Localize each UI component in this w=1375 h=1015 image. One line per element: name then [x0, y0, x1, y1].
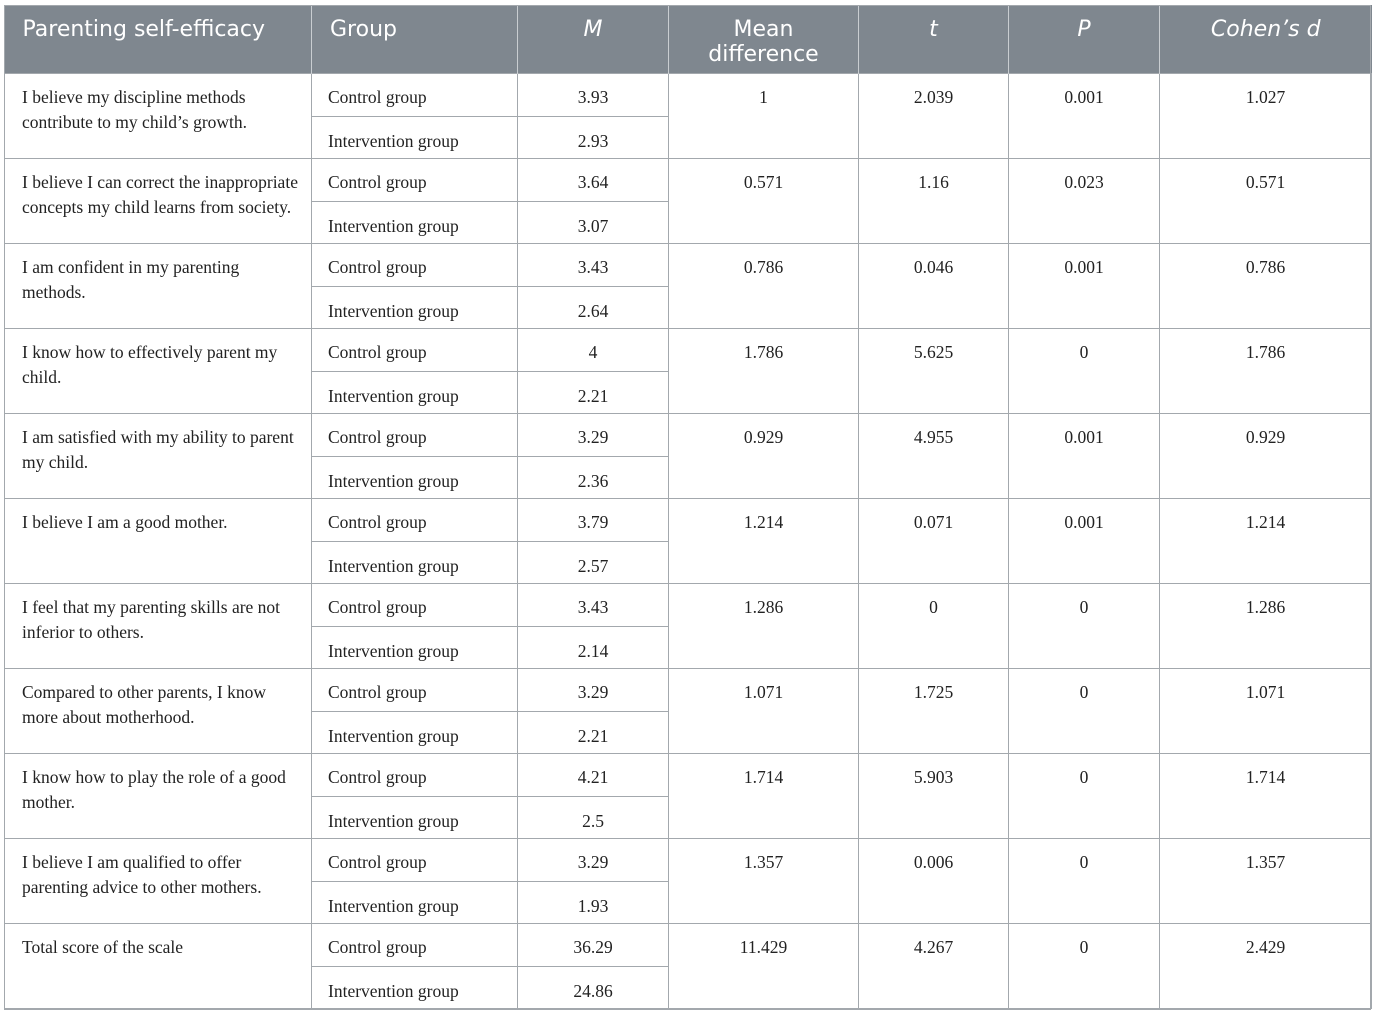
header-t: t [859, 5, 1009, 73]
group-intervention: Intervention group [312, 456, 518, 498]
p-cell: 0 [1009, 753, 1160, 838]
p-cell: 0 [1009, 583, 1160, 668]
t-cell: 5.625 [859, 328, 1009, 413]
p-cell: 0 [1009, 923, 1160, 1008]
p-cell: 0.023 [1009, 158, 1160, 243]
table-row-control [5, 73, 1372, 116]
table-row-control [5, 668, 1372, 711]
mean-difference-cell: 1.071 [669, 668, 859, 753]
mean-intervention: 2.21 [518, 711, 669, 753]
header-m: M [518, 5, 669, 73]
mean-control: 4 [518, 328, 669, 371]
table-row-control [5, 583, 1372, 626]
item-label: I believe my discipline methods contribute to my child’s growth. [5, 73, 312, 158]
t-cell: 0 [859, 583, 1009, 668]
mean-control: 3.79 [518, 498, 669, 541]
mean-control: 3.29 [518, 668, 669, 711]
item-label: I am confident in my parenting methods. [5, 243, 312, 328]
table-row-control [5, 328, 1372, 371]
group-control: Control group [312, 583, 518, 626]
group-intervention: Intervention group [312, 966, 518, 1008]
results-table [4, 5, 1372, 1009]
cohens-d-cell: 1.071 [1160, 668, 1372, 753]
mean-intervention: 2.57 [518, 541, 669, 583]
t-cell: 0.006 [859, 838, 1009, 923]
cohens-d-cell: 1.786 [1160, 328, 1372, 413]
mean-difference-cell: 1.286 [669, 583, 859, 668]
mean-intervention: 2.5 [518, 796, 669, 838]
mean-control: 3.93 [518, 73, 669, 116]
group-control: Control group [312, 753, 518, 796]
table-row-control [5, 413, 1372, 456]
header-cohens-d: Cohen’s d [1160, 5, 1372, 73]
item-label: Compared to other parents, I know more about motherhood. [5, 668, 312, 753]
mean-intervention: 2.64 [518, 286, 669, 328]
mean-difference-cell: 1.786 [669, 328, 859, 413]
mean-control: 3.29 [518, 838, 669, 881]
t-cell: 5.903 [859, 753, 1009, 838]
item-label: I believe I can correct the inappropriate concepts my child learns from society. [5, 158, 312, 243]
group-control: Control group [312, 838, 518, 881]
p-cell: 0.001 [1009, 243, 1160, 328]
group-intervention: Intervention group [312, 626, 518, 668]
group-control: Control group [312, 413, 518, 456]
mean-control: 3.43 [518, 243, 669, 286]
p-cell: 0.001 [1009, 413, 1160, 498]
t-cell: 4.955 [859, 413, 1009, 498]
t-cell: 1.16 [859, 158, 1009, 243]
t-cell: 2.039 [859, 73, 1009, 158]
item-label: I know how to play the role of a good mother. [5, 753, 312, 838]
item-label: I know how to effectively parent my child. [5, 328, 312, 413]
p-cell: 0 [1009, 668, 1160, 753]
group-control: Control group [312, 498, 518, 541]
header-p: P [1009, 5, 1160, 73]
p-cell: 0.001 [1009, 73, 1160, 158]
group-intervention: Intervention group [312, 881, 518, 923]
table-body [5, 73, 1372, 1008]
mean-intervention: 3.07 [518, 201, 669, 243]
header-item: Parenting self-efficacy [5, 5, 312, 73]
t-cell: 0.071 [859, 498, 1009, 583]
mean-intervention: 24.86 [518, 966, 669, 1008]
mean-difference-cell: 1 [669, 73, 859, 158]
group-intervention: Intervention group [312, 286, 518, 328]
group-intervention: Intervention group [312, 711, 518, 753]
mean-difference-cell: 1.357 [669, 838, 859, 923]
cohens-d-cell: 1.286 [1160, 583, 1372, 668]
cohens-d-cell: 1.714 [1160, 753, 1372, 838]
table-row-control [5, 753, 1372, 796]
mean-difference-cell: 0.929 [669, 413, 859, 498]
table-row-control [5, 158, 1372, 201]
item-label: I believe I am qualified to offer parenting advice to other mothers. [5, 838, 312, 923]
item-label: I believe I am a good mother. [5, 498, 312, 583]
p-cell: 0 [1009, 328, 1160, 413]
cohens-d-cell: 0.571 [1160, 158, 1372, 243]
cohens-d-cell: 1.357 [1160, 838, 1372, 923]
mean-intervention: 2.36 [518, 456, 669, 498]
item-label: I am satisfied with my ability to parent my child. [5, 413, 312, 498]
item-label: Total score of the scale [5, 923, 312, 1008]
mean-difference-cell: 0.571 [669, 158, 859, 243]
group-control: Control group [312, 923, 518, 966]
group-control: Control group [312, 243, 518, 286]
header-group: Group [312, 5, 518, 73]
mean-intervention: 2.14 [518, 626, 669, 668]
cohens-d-cell: 0.929 [1160, 413, 1372, 498]
p-cell: 0.001 [1009, 498, 1160, 583]
cohens-d-cell: 2.429 [1160, 923, 1372, 1008]
table-row-control [5, 923, 1372, 966]
t-cell: 1.725 [859, 668, 1009, 753]
group-control: Control group [312, 668, 518, 711]
mean-control: 3.43 [518, 583, 669, 626]
mean-difference-cell: 0.786 [669, 243, 859, 328]
item-label: I feel that my parenting skills are not inferior to others. [5, 583, 312, 668]
mean-difference-cell: 1.714 [669, 753, 859, 838]
mean-control: 4.21 [518, 753, 669, 796]
mean-control: 36.29 [518, 923, 669, 966]
table-row-control [5, 243, 1372, 286]
header-row [5, 5, 1372, 73]
group-control: Control group [312, 328, 518, 371]
t-cell: 4.267 [859, 923, 1009, 1008]
mean-intervention: 2.21 [518, 371, 669, 413]
group-intervention: Intervention group [312, 116, 518, 158]
p-cell: 0 [1009, 838, 1160, 923]
cohens-d-cell: 1.027 [1160, 73, 1372, 158]
mean-difference-cell: 11.429 [669, 923, 859, 1008]
cohens-d-cell: 0.786 [1160, 243, 1372, 328]
mean-control: 3.29 [518, 413, 669, 456]
t-cell: 0.046 [859, 243, 1009, 328]
group-intervention: Intervention group [312, 541, 518, 583]
group-intervention: Intervention group [312, 371, 518, 413]
mean-intervention: 2.93 [518, 116, 669, 158]
group-control: Control group [312, 73, 518, 116]
table-row-control [5, 498, 1372, 541]
header-mean-difference: Mean difference [669, 5, 859, 73]
group-intervention: Intervention group [312, 201, 518, 243]
mean-difference-cell: 1.214 [669, 498, 859, 583]
table-row-control [5, 838, 1372, 881]
mean-intervention: 1.93 [518, 881, 669, 923]
group-control: Control group [312, 158, 518, 201]
mean-control: 3.64 [518, 158, 669, 201]
group-intervention: Intervention group [312, 796, 518, 838]
cohens-d-cell: 1.214 [1160, 498, 1372, 583]
